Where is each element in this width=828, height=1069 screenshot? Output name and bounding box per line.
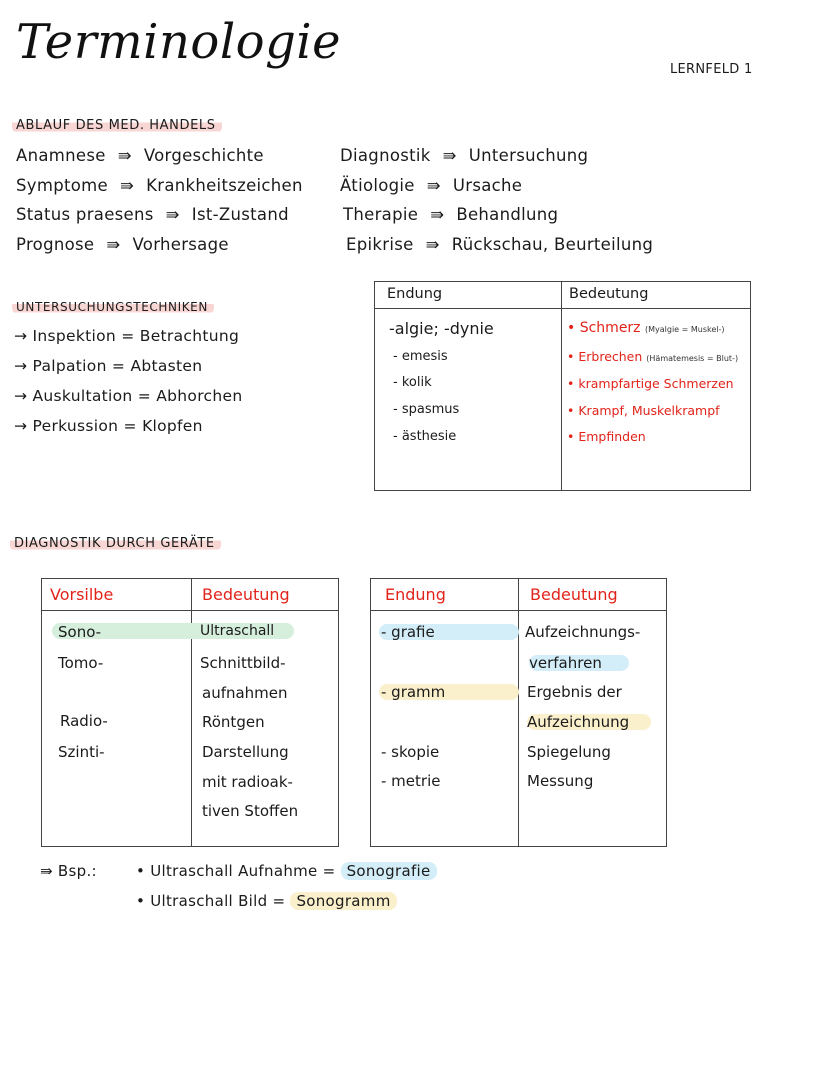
technique-item: → Auskultation = Abhorchen — [14, 387, 243, 405]
technique-item: → Palpation = Abtasten — [14, 357, 203, 375]
term-row: Therapie ⇛ Behandlung — [343, 205, 559, 224]
table-divider — [375, 308, 750, 309]
term-row: Prognose ⇛ Vorhersage — [16, 235, 229, 254]
table-cell: Sono- — [58, 623, 102, 641]
arrow-icon: ⇛ — [165, 205, 180, 224]
table-cell: Ultraschall — [200, 623, 275, 639]
table-divider — [191, 579, 192, 846]
endung-table — [374, 281, 751, 491]
table-cell: Schnittbild- — [200, 654, 286, 672]
arrow-icon: ⇛ — [430, 205, 445, 224]
table-cell: Radio- — [60, 712, 108, 730]
example-line: • Ultraschall Aufnahme = Sonografie — [136, 862, 437, 880]
lernfeld-label: LERNFELD 1 — [670, 62, 753, 77]
table-cell: Spiegelung — [527, 743, 611, 761]
table-cell: Darstellung — [202, 743, 289, 761]
table-cell: • Krampf, Muskelkrampf — [567, 403, 720, 418]
page-title: Terminologie — [16, 14, 342, 70]
table-cell: Röntgen — [202, 713, 265, 731]
table-header: Bedeutung — [569, 286, 649, 302]
table-cell: • Erbrechen (Hämatemesis = Blut-) — [567, 349, 739, 364]
example-result: Sonogramm — [290, 892, 396, 910]
table-header: Endung — [387, 286, 443, 302]
term-row: Epikrise ⇛ Rückschau, Beurteilung — [346, 235, 654, 254]
table-cell: - emesis — [393, 349, 448, 364]
table-header: Bedeutung — [530, 585, 618, 604]
table-cell: Aufzeichnung — [527, 713, 630, 731]
technique-item: → Inspektion = Betrachtung — [14, 327, 240, 345]
arrow-icon: ⇛ — [426, 176, 441, 195]
arrow-icon: ⇛ — [117, 146, 132, 165]
section-heading-diagnostik: DIAGNOSTIK DURCH GERÄTE — [10, 536, 221, 551]
table-cell: Szinti- — [58, 743, 105, 761]
table-cell: - metrie — [381, 772, 441, 790]
table-cell: - kolik — [393, 375, 432, 390]
section-heading-ablauf: ABLAUF DES MED. HANDELS — [12, 118, 222, 133]
table-cell: • krampfartige Schmerzen — [567, 376, 734, 391]
arrow-icon: ⇛ — [442, 146, 457, 165]
term-row: Anamnese ⇛ Vorgeschichte — [16, 146, 264, 165]
table-cell: - gramm — [381, 683, 446, 701]
term-row: Diagnostik ⇛ Untersuchung — [340, 146, 589, 165]
table-cell: aufnahmen — [202, 684, 288, 702]
table-cell: Tomo- — [58, 654, 104, 672]
table-cell: verfahren — [529, 654, 602, 672]
term-row: Symptome ⇛ Krankheitszeichen — [16, 176, 303, 195]
section-heading-techniken: UNTERSUCHUNGSTECHNIKEN — [12, 300, 214, 314]
table-divider — [371, 610, 666, 611]
table-cell: Aufzeichnungs- — [525, 623, 641, 641]
table-divider — [42, 610, 338, 611]
table-cell: • Empfinden — [567, 429, 646, 444]
table-cell: - spasmus — [393, 402, 460, 417]
table-cell: - ästhesie — [393, 429, 457, 444]
table-cell: -algie; -dynie — [389, 319, 494, 338]
table-cell: mit radioak- — [202, 773, 293, 791]
vorsilbe-table — [41, 578, 339, 847]
endung-geraete-table — [370, 578, 667, 847]
term-row: Ätiologie ⇛ Ursache — [340, 176, 523, 195]
arrow-icon: ⇛ — [106, 235, 121, 254]
table-cell: • Schmerz (Myalgie = Muskel-) — [567, 320, 725, 336]
table-header: Vorsilbe — [50, 585, 114, 604]
table-divider — [518, 579, 519, 846]
table-cell: Ergebnis der — [527, 683, 622, 701]
table-cell: - skopie — [381, 743, 440, 761]
table-header: Endung — [385, 585, 446, 604]
technique-item: → Perkussion = Klopfen — [14, 417, 203, 435]
arrow-icon: ⇛ — [425, 235, 440, 254]
table-divider — [561, 282, 562, 490]
term-row: Status praesens ⇛ Ist-Zustand — [16, 205, 289, 224]
example-result: Sonografie — [341, 862, 437, 880]
table-cell: tiven Stoffen — [202, 802, 299, 820]
table-cell: - grafie — [381, 623, 435, 641]
table-cell: Messung — [527, 772, 594, 790]
arrow-icon: ⇛ — [119, 176, 135, 195]
example-lead: ⇛ Bsp.: — [40, 862, 97, 880]
example-line: • Ultraschall Bild = Sonogramm — [136, 892, 397, 910]
table-header: Bedeutung — [202, 585, 290, 604]
